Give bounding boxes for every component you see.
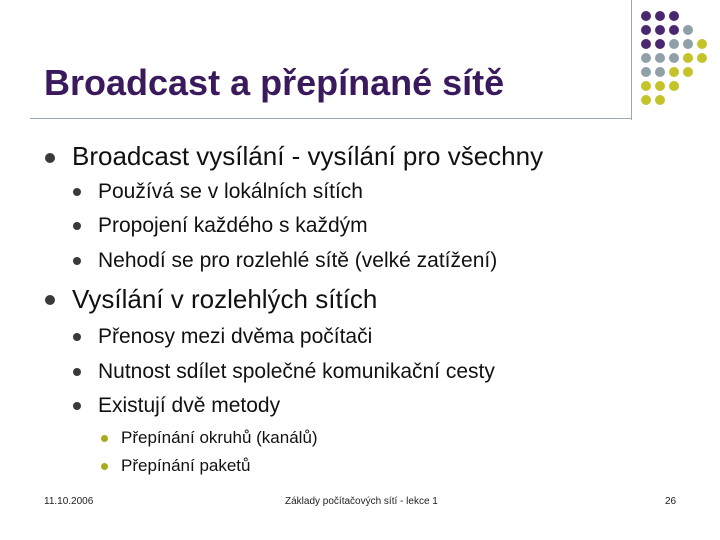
footer-course: Základy počítačových sítí - lekce 1: [285, 496, 438, 507]
sub-bullet-marker: [73, 333, 81, 341]
decorative-dot-grid: [638, 8, 720, 108]
title-vertical-divider: [631, 0, 632, 120]
bullet-2-sub-3: Existují dvě metody: [98, 394, 281, 417]
bullet-1-sub-1: Používá se v lokálních sítích: [98, 180, 363, 203]
sub-bullet-marker: [73, 222, 81, 230]
sub-bullet-marker: [73, 257, 81, 265]
footer-date: 11.10.2006: [44, 496, 94, 507]
sub-bullet-marker: [73, 402, 81, 410]
bullet-1-sub-3: Nehodí se pro rozlehlé sítě (velké zatížení): [98, 249, 498, 272]
bullet-2-text: Vysílání v rozlehlých sítích: [72, 284, 378, 314]
bullet-2-subsub-1: Přepínání okruhů (kanálů): [121, 428, 318, 447]
bullet-1-sub-2: Propojení každého s každým: [98, 214, 368, 237]
sub-sub-bullet-marker: [101, 463, 108, 470]
bullet-1-text: Broadcast vysílání - vysílání pro všechny: [72, 141, 544, 171]
bullet-2-sub-1: Přenosy mezi dvěma počítači: [98, 325, 373, 348]
sub-bullet-marker: [73, 368, 81, 376]
sub-sub-bullet-marker: [101, 435, 108, 442]
bullet-marker: [45, 295, 55, 305]
bullet-marker: [45, 153, 55, 163]
slide-title: Broadcast a přepínané sítě: [44, 62, 505, 103]
title-underline: [30, 118, 632, 119]
footer-page-number: 26: [665, 496, 677, 507]
bullet-2-subsub-2: Přepínání paketů: [121, 456, 251, 475]
bullet-2-sub-2: Nutnost sdílet společné komunikační cesty: [98, 360, 495, 383]
sub-bullet-marker: [73, 188, 81, 196]
